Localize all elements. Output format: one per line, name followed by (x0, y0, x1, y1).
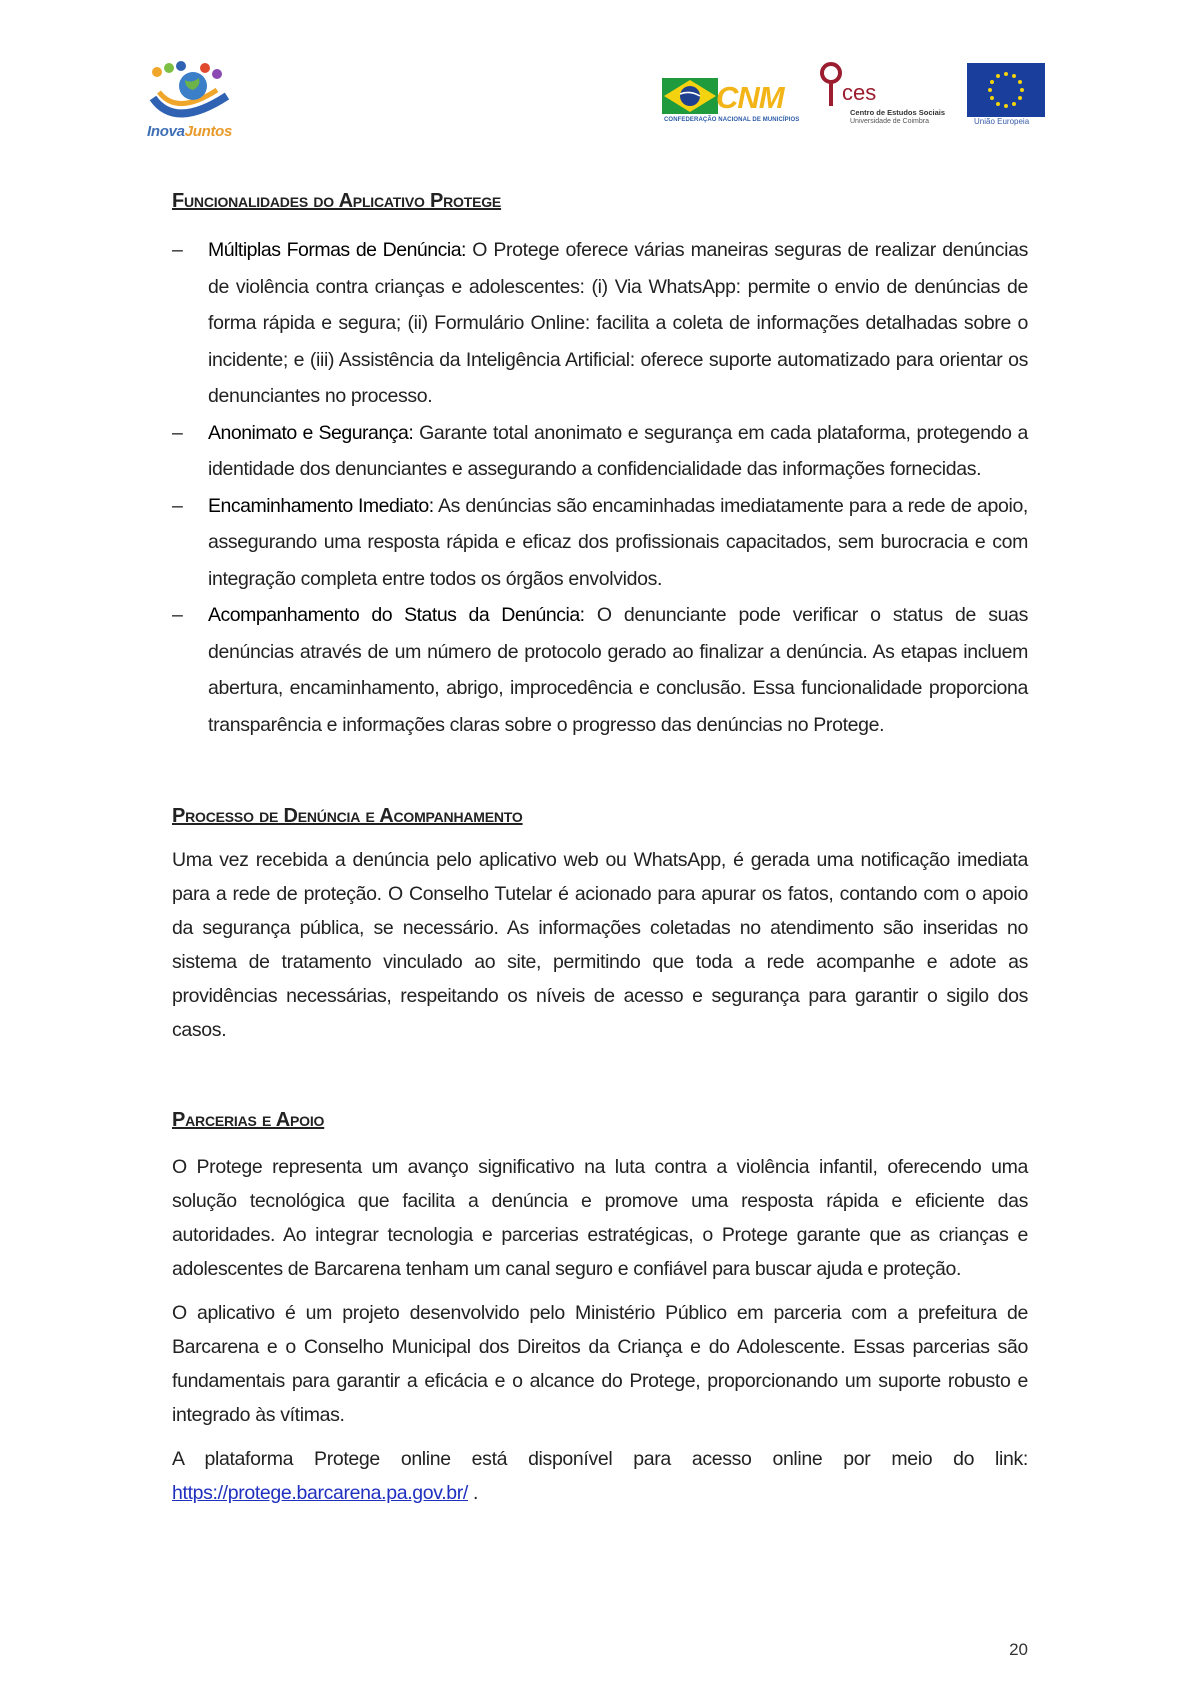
document-body (172, 183, 1028, 1510)
list-item (172, 232, 1028, 415)
feature-text: Garante total anonimato e segurança em cada plataforma, protegendo a identidade dos denunciantes e assegurando a confidencialidade das informações fornecidas. (208, 421, 1028, 480)
ces-subtitle-line1: Centro de Estudos Sociais (850, 108, 946, 117)
ces-wordmark: ces (842, 80, 877, 105)
feature-term: Anonimato e Segurança: (208, 421, 414, 444)
dash-bullet: – (172, 239, 183, 261)
section-processo (172, 798, 1028, 1047)
cnm-subtitle: CONFEDERAÇÃO NACIONAL DE MUNICÍPIOS (664, 117, 800, 123)
dash-bullet: – (172, 494, 183, 517)
section-heading-funcionalidades: Funcionalidades do Aplicativo Protege (172, 190, 502, 212)
eu-flag-logo (967, 63, 1045, 117)
eu-label: União Europeia (974, 117, 1030, 126)
section-heading-processo: Processo de Denúncia e Acompanhamento (172, 805, 523, 827)
paragraph-processo: Uma vez recebida a denúncia pelo aplicativo web ou WhatsApp, é gerada uma notificação imediata para a rede de proteção. O Conselho Tutelar é acionado para apurar os fatos, contando com o apoio da segurança pública, se necessário. As informações coletadas no atendimento são inseridas no sistema de tratamento vinculado ao site, permitindo que toda a rede acompanhe e adote as providências necessárias, respeitando os níveis de acesso e segurança para garantir o sigilo dos casos. (172, 849, 1028, 1041)
protege-link[interactable]: https://protege.barcarena.pa.gov.br/ (172, 1482, 468, 1504)
features-list (172, 232, 1028, 743)
list-item (172, 597, 1028, 743)
link-intro-text: A plataforma Protege online está disponível para acesso online por meio do link: (172, 1448, 1028, 1470)
section-heading-parcerias: Parcerias e Apoio (172, 1109, 325, 1131)
dash-bullet: – (172, 421, 183, 444)
link-suffix: . (467, 1482, 479, 1504)
feature-term: Acompanhamento do Status da Denúncia: (208, 604, 585, 626)
list-item (172, 488, 1028, 598)
cnm-wordmark: CNM (716, 80, 784, 115)
page-header (0, 0, 1190, 160)
list-item (172, 415, 1028, 488)
paragraph-parcerias-1: O Protege representa um avanço significativo na luta contra a violência infantil, oferecendo uma solução tecnológica que facilita a denúncia e promove uma resposta rápida e eficiente das autoridades. Ao integrar tecnologia e parcerias estratégicas, o Protege garante que as crianças e adolescentes de Barcarena tenham um canal seguro e confiável para buscar ajuda e proteção. (172, 1156, 1028, 1280)
feature-term: Encaminhamento Imediato: (208, 494, 434, 517)
ces-subtitle-line2: Universidade de Coimbra (850, 118, 929, 125)
feature-term: Múltiplas Formas de Denúncia: (208, 239, 466, 261)
paragraph-parcerias-3 (172, 1442, 1028, 1510)
paragraph-parcerias-2: O aplicativo é um projeto desenvolvido pelo Ministério Público em parceria com a prefeitura de Barcarena e o Conselho Municipal dos Direitos da Criança e do Adolescente. Essas parcerias são fundamentais para garantir a eficácia e o alcance do Protege, proporcionando um suporte robusto e integrado às vítimas. (172, 1302, 1028, 1426)
feature-text: O denunciante pode verificar o status de suas denúncias através de um número de protocolo gerado ao finalizar a denúncia. As etapas incluem abertura, encaminhamento, abrigo, improcedência e conclusão. Essa funcionalidade proporciona transparência e informações claras sobre o progresso das denúncias no Protege. (208, 604, 1029, 736)
dash-bullet: – (172, 604, 183, 626)
section-parcerias (172, 1102, 1028, 1510)
feature-text: As denúncias são encaminhadas imediatamente para a rede de apoio, assegurando uma resposta rápida e eficaz dos profissionais capacitados, sem burocracia e com integração completa entre todos os órgãos envolvidos. (208, 494, 1029, 590)
feature-text: O Protege oferece várias maneiras seguras de realizar denúncias de violência contra crianças e adolescentes: (i) Via WhatsApp: permite o envio de denúncias de forma rápida e segura; (ii) Formulário Online: facilita a coleta de informações detalhadas sobre o incidente; e (iii) Assistência da Inteligência Artificial: oferece suporte automatizado para orientar os denunciantes no processo. (208, 239, 1028, 407)
inovajuntos-wordmark: InovaJuntos (147, 123, 233, 140)
page-number: 20 (1009, 1640, 1028, 1659)
